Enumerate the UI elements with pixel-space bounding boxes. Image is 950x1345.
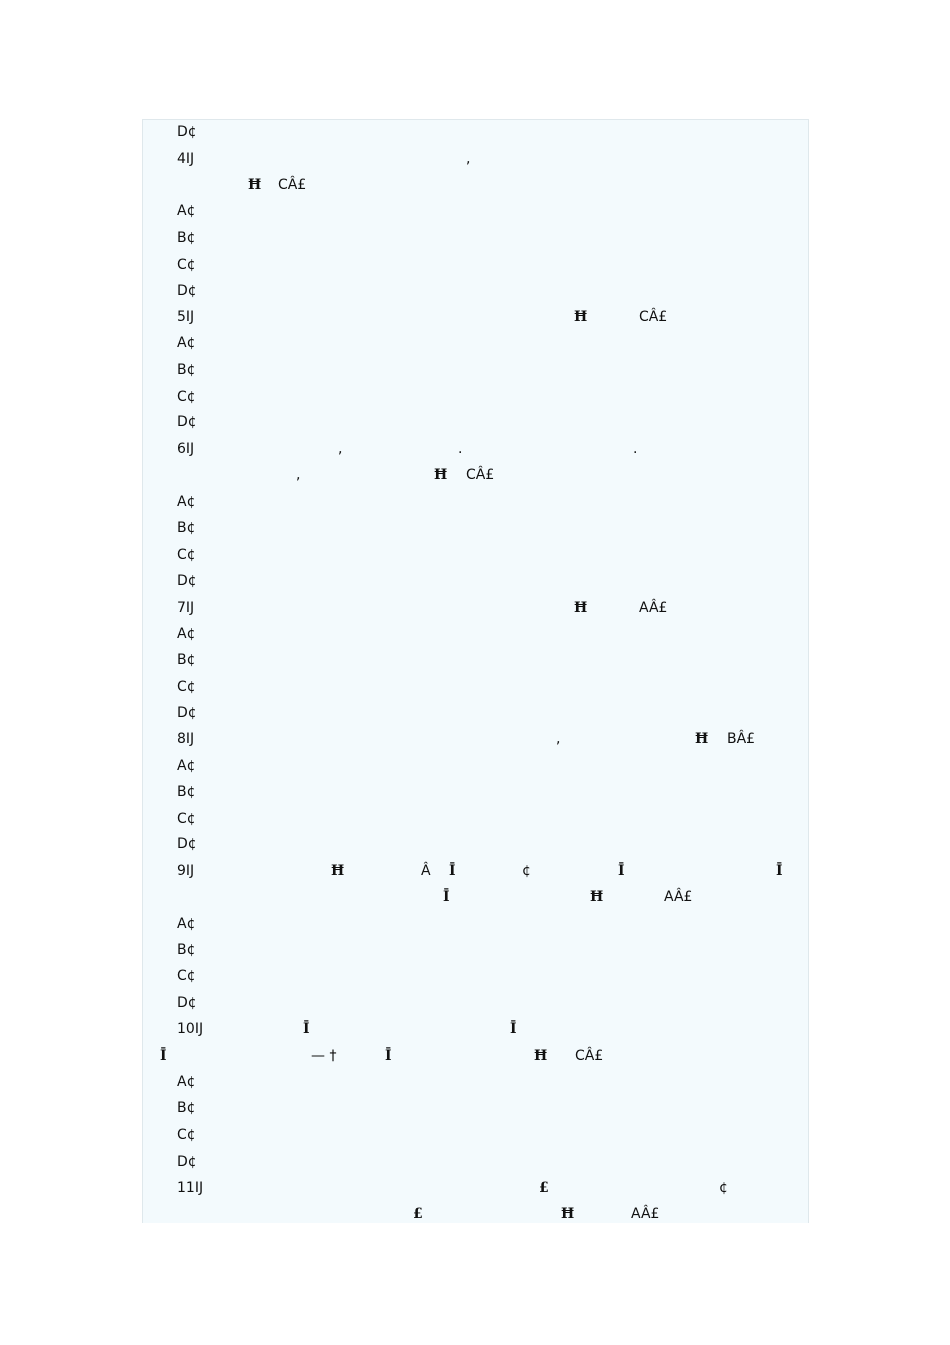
option-a: A¢ [177, 494, 196, 510]
question-8-answer: BÂ£ [727, 731, 756, 747]
question-6-answer: CÂ£ [466, 467, 495, 483]
question-6-number: 6Ĳ [177, 441, 195, 457]
question-11-symbol: £ [413, 1206, 423, 1222]
option-a: A¢ [177, 758, 196, 774]
option-b: B¢ [177, 652, 196, 668]
question-7-answer: AÂ£ [639, 600, 668, 616]
option-c: C¢ [177, 389, 196, 405]
question-10-symbol: — † [311, 1048, 337, 1064]
option-d: D¢ [177, 124, 197, 140]
question-10-symbol: Ī [160, 1048, 167, 1064]
question-9-symbol: Ī [776, 863, 783, 879]
question-4-number: 4Ĳ [177, 151, 195, 167]
document-panel [142, 119, 809, 1223]
question-6-period: . [458, 441, 463, 457]
question-10-symbol: Ī [303, 1021, 310, 1037]
question-10-answer: CÂ£ [575, 1048, 604, 1064]
option-a: A¢ [177, 916, 196, 932]
question-11-symbol: £ [539, 1180, 549, 1196]
question-11-symbol: ¢ [719, 1180, 728, 1196]
option-b: B¢ [177, 230, 196, 246]
question-8-comma: , [556, 731, 561, 747]
question-9-answer-mark: Ħ [590, 889, 604, 905]
option-d: D¢ [177, 283, 197, 299]
question-6-comma: , [338, 441, 343, 457]
option-a: A¢ [177, 626, 196, 642]
option-a: A¢ [177, 1074, 196, 1090]
option-c: C¢ [177, 968, 196, 984]
option-b: B¢ [177, 520, 196, 536]
question-10-symbol: Ī [510, 1021, 517, 1037]
question-9-symbol: Ī [443, 889, 450, 905]
question-8-answer-mark: Ħ [695, 731, 709, 747]
option-d: D¢ [177, 995, 197, 1011]
question-11-number: 11Ĳ [177, 1180, 204, 1196]
question-5-number: 5Ĳ [177, 309, 195, 325]
option-c: C¢ [177, 811, 196, 827]
question-11-answer-mark: Ħ [561, 1206, 575, 1222]
option-c: C¢ [177, 257, 196, 273]
option-d: D¢ [177, 414, 197, 430]
question-6-period: . [633, 441, 638, 457]
question-4-comma: , [466, 151, 471, 167]
option-b: B¢ [177, 1100, 196, 1116]
question-10-answer-mark: Ħ [534, 1048, 548, 1064]
question-6-answer-mark: Ħ [434, 467, 448, 483]
question-10-number: 10Ĳ [177, 1021, 204, 1037]
question-9-symbol: Ī [618, 863, 625, 879]
question-7-answer-mark: Ħ [574, 600, 588, 616]
question-9-symbol: Ħ [331, 863, 345, 879]
question-9-symbol: Â [421, 863, 431, 879]
question-9-number: 9Ĳ [177, 863, 195, 879]
option-d: D¢ [177, 1154, 197, 1170]
question-4-answer-mark: Ħ [248, 177, 262, 193]
question-7-number: 7Ĳ [177, 600, 195, 616]
option-d: D¢ [177, 705, 197, 721]
question-11-answer: AÂ£ [631, 1206, 660, 1222]
option-b: B¢ [177, 784, 196, 800]
question-6-comma: , [296, 467, 301, 483]
option-c: C¢ [177, 1127, 196, 1143]
question-4-answer: CÂ£ [278, 177, 307, 193]
option-d: D¢ [177, 836, 197, 852]
question-5-answer: CÂ£ [639, 309, 668, 325]
question-5-answer-mark: Ħ [574, 309, 588, 325]
option-a: A¢ [177, 335, 196, 351]
option-d: D¢ [177, 573, 197, 589]
question-8-number: 8Ĳ [177, 731, 195, 747]
question-9-symbol: ¢ [522, 863, 531, 879]
option-c: C¢ [177, 679, 196, 695]
question-9-symbol: Ī [449, 863, 456, 879]
option-b: B¢ [177, 942, 196, 958]
question-9-answer: AÂ£ [664, 889, 693, 905]
option-a: A¢ [177, 203, 196, 219]
option-b: B¢ [177, 362, 196, 378]
question-10-symbol: Ī [385, 1048, 392, 1064]
option-c: C¢ [177, 547, 196, 563]
